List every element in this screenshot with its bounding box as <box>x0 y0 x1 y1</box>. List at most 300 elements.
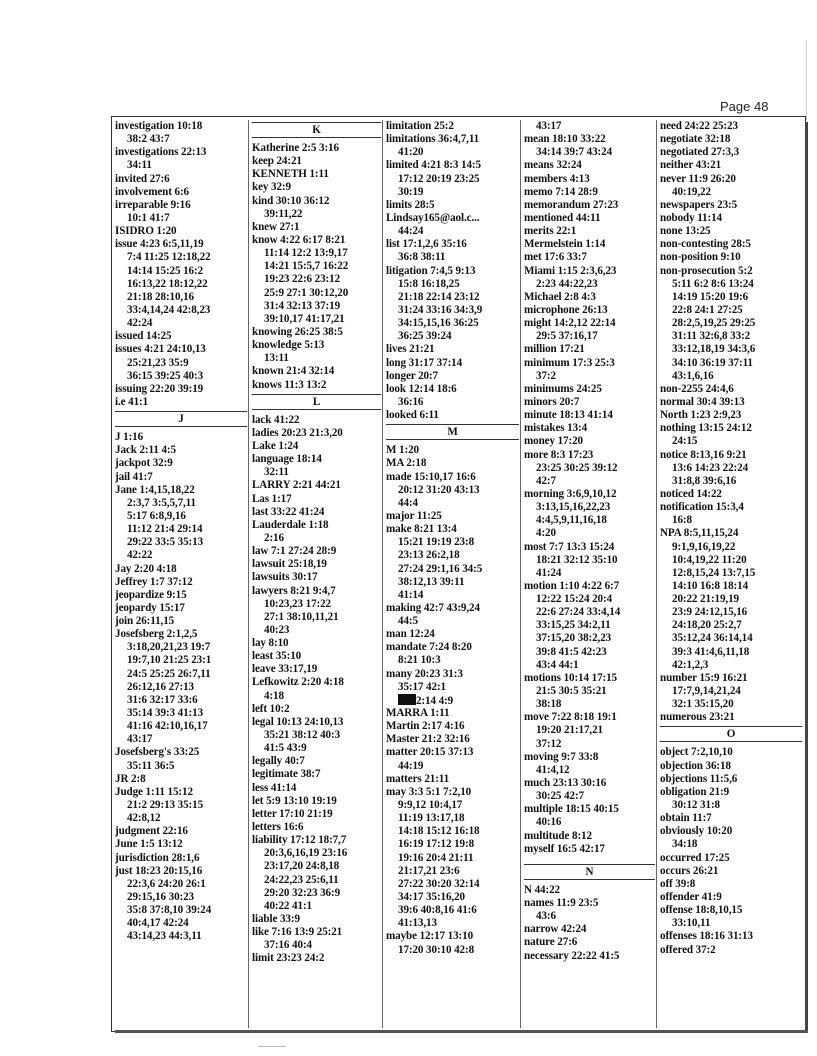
index-entry-continuation: 7:4 11:25 12:18,22 <box>127 251 211 264</box>
index-entry-continuation: 18:21 32:12 35:10 <box>536 553 618 566</box>
index-entry-continuation: 9:9,12 10:4,17 <box>398 799 463 812</box>
index-entry-continuation: 14:14 15:25 16:2 <box>127 264 204 277</box>
index-entry-continuation: 13:6 14:23 22:24 <box>672 461 749 474</box>
index-entry-continuation: 40:22 41:1 <box>264 899 312 912</box>
index-entry-continuation: 31:6 32:17 33:6 <box>127 693 198 706</box>
index-entry: many 20:23 31:3 <box>386 667 463 680</box>
index-entry: nobody 11:14 <box>660 211 722 224</box>
index-entry: non-position 9:10 <box>660 251 741 264</box>
index-entry-continuation: 40:23 <box>264 623 290 636</box>
index-entry: letters 16:6 <box>252 821 304 834</box>
index-entry: less 41:14 <box>252 781 297 794</box>
index-entry-continuation: 20:3,6,16,19 23:16 <box>264 847 348 860</box>
index-entry: major 11:25 <box>386 509 442 522</box>
index-entry: knowing 26:25 38:5 <box>252 325 343 338</box>
index-entry-continuation: 35:21 38:12 40:3 <box>264 729 341 742</box>
index-entry: letter 17:10 21:19 <box>252 807 333 820</box>
index-entry-continuation: 29:15,16 30:23 <box>127 891 195 904</box>
index-entry-continuation: 32:11 <box>264 466 289 479</box>
index-entry: non-contesting 28:5 <box>660 238 751 251</box>
index-entry: motions 10:14 17:15 <box>524 671 618 684</box>
index-entry-continuation: 35:14 39:3 41:13 <box>127 707 204 720</box>
index-entry: Lauderdale 1:18 <box>252 518 329 531</box>
index-entry: key 32:9 <box>252 181 291 194</box>
index-entry-continuation: 31:4 32:13 37:19 <box>264 299 341 312</box>
index-entry: lawyers 8:21 9:4,7 <box>252 584 336 597</box>
index-entry: judgment 22:16 <box>115 825 188 838</box>
index-entry: morning 3:6,9,10,12 <box>524 487 617 500</box>
index-entry: investigation 10:18 <box>115 120 203 132</box>
index-entry-continuation: 10:1 41:7 <box>127 211 170 224</box>
index-entry-continuation: 37:15,20 38:2,23 <box>536 632 612 645</box>
index-entry: invited 27:6 <box>115 172 170 185</box>
index-entry-continuation: 31:24 33:16 34:3,9 <box>398 303 483 316</box>
index-entry-continuation: 39:11,22 <box>264 207 303 220</box>
column-divider <box>656 120 657 1028</box>
index-entry: Mermelstein 1:14 <box>524 238 606 251</box>
index-entry: least 35:10 <box>252 650 302 663</box>
index-entry: made 15:10,17 16:6 <box>386 470 476 483</box>
index-entry: memo 7:14 28:9 <box>524 185 598 198</box>
index-entry: LARRY 2:21 44:21 <box>252 479 341 492</box>
index-entry: offenses 18:16 31:13 <box>660 930 753 943</box>
index-entry-continuation: 36:25 39:24 <box>398 330 452 343</box>
index-entry: M 1:20 <box>386 444 419 457</box>
index-entry: issues 4:21 24:10,13 <box>115 343 206 356</box>
index-entry: issued 14:25 <box>115 330 172 343</box>
index-entry-continuation: 5:17 6:8,9,16 <box>127 509 186 522</box>
index-entry: much 23:13 30:16 <box>524 777 607 790</box>
index-entry: negotiate 32:18 <box>660 133 731 146</box>
column-divider <box>248 120 249 1028</box>
index-entry: obligation 21:9 <box>660 785 730 798</box>
index-entry: limitations 36:4,7,11 <box>386 133 480 146</box>
index-entry-continuation: 43:4 44:1 <box>536 658 579 671</box>
index-column-3 <box>386 120 519 957</box>
index-entry: look 12:14 18:6 <box>386 382 457 395</box>
index-entry: legally 40:7 <box>252 755 305 768</box>
index-entry-continuation: 41:13,13 <box>398 917 437 930</box>
index-entry: may 3:3 5:1 7:2,10 <box>386 785 472 798</box>
index-entry: Judge 1:11 15:12 <box>115 785 193 798</box>
index-entry: NPA 8:5,11,15,24 <box>660 527 739 540</box>
index-entry: JR 2:8 <box>115 772 146 785</box>
index-entry-continuation: 17:20 30:10 42:8 <box>398 943 475 956</box>
frame-shadow-right <box>805 122 808 1032</box>
index-entry-continuation: 12:22 15:24 20:4 <box>536 593 613 606</box>
index-entry-continuation: 40:19,22 <box>672 185 711 198</box>
index-entry: Las 1:17 <box>252 492 292 505</box>
index-entry: ladies 20:23 21:3,20 <box>252 426 343 439</box>
index-entry: Lindsay165@aol.c... <box>386 211 480 224</box>
index-entry: legitimate 38:7 <box>252 768 321 781</box>
index-entry: obtain 11:7 <box>660 812 712 825</box>
index-entry: Jack 2:11 4:5 <box>115 444 176 457</box>
index-entry-continuation: 25:9 27:1 30:12,20 <box>264 286 349 299</box>
scan-edge-mark <box>806 40 807 120</box>
index-entry: ISIDRO 1:20 <box>115 225 177 238</box>
index-entry-continuation: 19:20 21:17,21 <box>536 724 604 737</box>
index-entry-continuation: 41:20 <box>398 146 424 159</box>
index-entry-continuation: 24:22,23 25:6,11 <box>264 873 339 886</box>
index-entry: notice 8:13,16 9:21 <box>660 448 747 461</box>
index-entry: like 7:16 13:9 25:21 <box>252 926 343 939</box>
index-entry: narrow 42:24 <box>524 923 587 936</box>
index-entry-continuation: 20:12 31:20 43:13 <box>398 483 480 496</box>
index-entry: merits 22:1 <box>524 225 577 238</box>
index-entry-continuation: 37:12 <box>536 737 562 750</box>
index-entry-continuation: 39:10,17 41:17,21 <box>264 312 345 325</box>
index-entry-continuation: 42:7 <box>536 474 556 487</box>
index-entry: involvement 6:6 <box>115 185 189 198</box>
index-entry: nothing 13:15 24:12 <box>660 422 752 435</box>
index-entry: mandate 7:24 8:20 <box>386 641 472 654</box>
index-entry: names 11:9 23:5 <box>524 897 599 910</box>
index-entry: J 1:16 <box>115 431 144 444</box>
index-entry-continuation: 21:2 29:13 35:15 <box>127 799 204 812</box>
index-entry: memorandum 27:23 <box>524 198 619 211</box>
index-entry: object 7:2,10,10 <box>660 746 733 759</box>
index-entry-continuation: 29:5 37:16,17 <box>536 330 598 343</box>
index-entry-continuation: 31:8,8 39:6,16 <box>672 474 737 487</box>
index-entry-continuation: 16:19 17:12 19:8 <box>398 838 475 851</box>
index-entry-continuation: 33:15,25 34:2,11 <box>536 619 611 632</box>
index-entry: limit 23:23 24:2 <box>252 952 325 965</box>
index-entry: long 31:17 37:14 <box>386 356 463 369</box>
index-entry: irreparable 9:16 <box>115 198 191 211</box>
index-entry-continuation: 19:23 22:6 23:12 <box>264 273 341 286</box>
index-entry: list 17:1,2,6 35:16 <box>386 238 467 251</box>
index-entry: leave 33:17,19 <box>252 663 318 676</box>
index-entry: minimums 24:25 <box>524 382 602 395</box>
index-entry: multiple 18:15 40:15 <box>524 803 619 816</box>
index-entry-continuation: 29:20 32:23 36:9 <box>264 886 341 899</box>
index-entry: language 18:14 <box>252 453 322 466</box>
index-entry: lawsuit 25:18,19 <box>252 558 327 571</box>
index-entry-continuation: 34:17 35:16,20 <box>398 891 466 904</box>
index-entry: minimum 17:3 25:3 <box>524 356 615 369</box>
index-entry: mistakes 13:4 <box>524 422 588 435</box>
index-entry-continuation: 11:12 21:4 29:14 <box>127 523 203 536</box>
index-entry: issuing 22:20 39:19 <box>115 382 204 395</box>
index-entry: off 39:8 <box>660 877 696 890</box>
index-entry: legal 10:13 24:10,13 <box>252 715 344 728</box>
index-entry-continuation: 21:5 30:5 35:21 <box>536 685 607 698</box>
index-entry-continuation: 24:15 <box>672 435 698 448</box>
index-entry: numerous 23:21 <box>660 711 735 724</box>
index-entry: KENNETH 1:11 <box>252 168 329 181</box>
index-entry: know 4:22 6:17 8:21 <box>252 233 346 246</box>
index-entry-continuation: 38:2 43:7 <box>127 133 170 146</box>
index-entry-continuation: 32:1 35:15,20 <box>672 698 734 711</box>
index-entry: i.e 41:1 <box>115 395 149 408</box>
index-entry-continuation: 23:13 26:2,18 <box>398 549 460 562</box>
index-entry: liability 17:12 18:7,7 <box>252 834 347 847</box>
index-entry-continuation: 8:21 10:3 <box>398 654 441 667</box>
index-entry: newspapers 23:5 <box>660 198 738 211</box>
index-entry-continuation: 42:8,12 <box>127 812 161 825</box>
index-entry: nature 27:6 <box>524 936 578 949</box>
index-entry-continuation: 41:24 <box>536 566 562 579</box>
index-column-1 <box>115 120 247 944</box>
index-entry: neither 43:21 <box>660 159 722 172</box>
index-entry: left 10:2 <box>252 702 290 715</box>
index-entry-continuation: 34:11 <box>127 159 152 172</box>
index-entry: liable 33:9 <box>252 913 300 926</box>
redaction-box <box>398 694 416 705</box>
index-entry-continuation: 2:23 44:22,23 <box>536 277 598 290</box>
index-entry-continuation: 39:8 41:5 42:23 <box>536 645 607 658</box>
index-entry: objection 36:18 <box>660 759 731 772</box>
index-entry-continuation: 36:16 <box>398 395 424 408</box>
index-entry-text: 2:14 4:9 <box>416 694 454 707</box>
index-entry-continuation: 22:3,6 24:20 26:1 <box>127 877 206 890</box>
index-column-2 <box>252 120 381 966</box>
index-entry-continuation: 29:22 33:5 35:13 <box>127 536 204 549</box>
index-entry-continuation: 33:4,14,24 42:8,23 <box>127 303 211 316</box>
index-entry-continuation: 23:25 30:25 39:12 <box>536 461 618 474</box>
index-entry-continuation: 22:8 24:1 27:25 <box>672 303 743 316</box>
index-entry-continuation: 38:12,13 39:11 <box>398 575 465 588</box>
index-entry-continuation: 13:11 <box>264 352 289 365</box>
index-entry-continuation: 40:16 <box>536 816 562 829</box>
index-entry-continuation: 34:18 <box>672 838 698 851</box>
index-entry: offender 41:9 <box>660 891 722 904</box>
index-entry-continuation: 44:24 <box>398 225 424 238</box>
index-entry-continuation: 41:16 42:10,16,17 <box>127 720 208 733</box>
index-entry: none 13:25 <box>660 225 711 238</box>
index-entry: make 8:21 13:4 <box>386 523 457 536</box>
index-entry-continuation: 36:15 39:25 40:3 <box>127 369 204 382</box>
index-entry: Lake 1:24 <box>252 439 299 452</box>
index-entry: lack 41:22 <box>252 413 300 426</box>
section-letter-heading: M <box>386 424 519 440</box>
index-entry: litigation 7:4,5 9:13 <box>386 264 476 277</box>
index-entry: Katherine 2:5 3:16 <box>252 142 339 154</box>
index-entry-continuation: 42:22 <box>127 549 153 562</box>
index-entry-continuation: 44:4 <box>398 496 418 509</box>
index-entry-continuation: 35:17 42:1 <box>398 680 446 693</box>
index-entry: issue 4:23 6:5,11,19 <box>115 238 204 251</box>
index-entry: keep 24:21 <box>252 155 302 168</box>
index-entry: lives 21:21 <box>386 343 435 356</box>
index-entry-continuation: 31:11 32:6,8 33:2 <box>672 330 751 343</box>
index-entry-continuation: 19:7,10 21:25 23:1 <box>127 654 212 667</box>
index-entry: notification 15:3,4 <box>660 501 744 514</box>
index-entry: investigations 22:13 <box>115 146 207 159</box>
index-entry: met 17:6 33:7 <box>524 251 587 264</box>
spacer <box>524 856 655 862</box>
index-entry-continuation: 39:6 40:8,16 41:6 <box>398 904 477 917</box>
index-entry-continuation: 11:19 13:17,18 <box>398 812 465 825</box>
index-entry-continuation: 17:12 20:19 23:25 <box>398 172 480 185</box>
index-entry: knew 27:1 <box>252 220 300 233</box>
index-entry: lawsuits 30:17 <box>252 571 318 584</box>
index-entry: might 14:2,12 22:14 <box>524 317 616 330</box>
section-letter-heading: O <box>660 726 802 742</box>
index-column-5 <box>660 120 802 957</box>
section-letter-heading: L <box>252 394 381 410</box>
index-entry-continuation: 40:4,17 42:24 <box>127 917 189 930</box>
index-entry-continuation: 33:10,11 <box>672 917 711 930</box>
index-entry: knows 11:3 13:2 <box>252 378 327 391</box>
index-entry: multitude 8:12 <box>524 829 592 842</box>
index-entry: Miami 1:15 2:3,6,23 <box>524 264 617 277</box>
index-entry-continuation: 43:17 <box>127 733 153 746</box>
index-entry: move 7:22 8:18 19:1 <box>524 711 617 724</box>
index-entry: moving 9:7 33:8 <box>524 750 599 763</box>
index-entry-continuation: 23:17,20 24:8,18 <box>264 860 340 873</box>
index-entry: kind 30:10 36:12 <box>252 194 330 207</box>
index-entry: limitation 25:2 <box>386 120 454 132</box>
index-entry-continuation: 3:13,15,16,22,23 <box>536 501 611 514</box>
index-entry-continuation: 24:5 25:25 26:7,11 <box>127 667 211 680</box>
index-entry-continuation: 14:10 16:8 18:14 <box>672 579 749 592</box>
index-entry: Jeffrey 1:7 37:12 <box>115 575 193 588</box>
index-entry: just 18:23 20:15,16 <box>115 864 203 877</box>
index-entry-continuation: 4:4,5,9,11,16,18 <box>536 514 607 527</box>
index-entry: maybe 12:17 13:10 <box>386 930 474 943</box>
index-entry-continuation: 4:20 <box>536 527 556 540</box>
index-entry: join 26:11,15 <box>115 615 175 628</box>
index-entry-continuation: 27:1 38:10,11,21 <box>264 610 339 623</box>
index-entry: jail 41:7 <box>115 470 153 483</box>
index-entry: let 5:9 13:10 19:19 <box>252 794 337 807</box>
index-entry-continuation: 19:16 20:4 21:11 <box>398 851 474 864</box>
index-entry: offense 18:8,10,15 <box>660 904 743 917</box>
index-entry-continuation: 43:17 <box>536 120 562 132</box>
index-entry: jeopardy 15:17 <box>115 601 185 614</box>
index-entry: limited 4:21 8:3 14:5 <box>386 159 481 172</box>
index-entry-continuation: 35:11 36:5 <box>127 759 175 772</box>
index-entry: negotiated 27:3,3 <box>660 146 740 159</box>
index-entry-continuation: 11:14 12:2 13:9,17 <box>264 247 348 260</box>
index-entry-continuation: 35:8 37:8,10 39:24 <box>127 904 212 917</box>
index-entry-continuation: 2:3,7 3:5,5,7,11 <box>127 496 196 509</box>
index-column-4 <box>524 120 655 963</box>
index-entry-continuation: 16:13,22 18:12,22 <box>127 277 208 290</box>
index-entry: never 11:9 26:20 <box>660 172 736 185</box>
index-entry-continuation: 43:1,6,16 <box>672 369 714 382</box>
index-entry: MA 2:18 <box>386 457 427 470</box>
index-entry: Josefsberg 2:1,2,5 <box>115 628 198 641</box>
index-entry-continuation: 15:8 16:18,25 <box>398 277 460 290</box>
index-entry-continuation: 21:18 22:14 23:12 <box>398 290 480 303</box>
index-entry: man 12:24 <box>386 628 435 641</box>
index-entry-continuation: 27:22 30:20 32:14 <box>398 877 480 890</box>
index-entry: known 21:4 32:14 <box>252 365 335 378</box>
index-entry: N 44:22 <box>524 883 560 896</box>
index-entry: Master 21:2 32:16 <box>386 733 470 746</box>
index-entry: most 7:7 13:3 15:24 <box>524 540 615 553</box>
index-entry: need 24:22 25:23 <box>660 120 738 132</box>
index-entry-continuation: 28:2,5,19,25 29:25 <box>672 317 756 330</box>
index-entry-continuation: 26:12,16 27:13 <box>127 680 195 693</box>
index-entry: number 15:9 16:21 <box>660 671 748 684</box>
index-entry-continuation: 3:18,20,21,23 19:7 <box>127 641 211 654</box>
index-entry-continuation: 14:19 15:20 19:6 <box>672 290 749 303</box>
index-entry: necessary 22:22 41:5 <box>524 949 620 962</box>
index-entry-continuation: 21:18 28:10,16 <box>127 290 195 303</box>
index-entry: jackpot 32:9 <box>115 457 173 470</box>
page-number: Page 48 <box>720 99 769 114</box>
index-entry-continuation: 27:24 29:1,16 34:5 <box>398 562 483 575</box>
index-entry-continuation: 34:14 39:7 43:24 <box>536 146 613 159</box>
index-entry-continuation: 5:11 6:2 8:6 13:24 <box>672 277 754 290</box>
column-divider <box>520 120 521 1028</box>
index-entry-continuation: 35:12,24 36:14,14 <box>672 632 753 645</box>
index-entry: Jane 1:4,15,18,22 <box>115 483 195 496</box>
index-entry-continuation: 44:19 <box>398 759 424 772</box>
index-entry-continuation: 10:23,23 17:22 <box>264 597 332 610</box>
index-entry-continuation: 33:12,18,19 34:3,6 <box>672 343 756 356</box>
index-entry-continuation: 37:16 40:4 <box>264 939 312 952</box>
section-letter-heading: N <box>524 864 655 880</box>
index-entry-continuation: 20:22 21:19,19 <box>672 593 740 606</box>
index-entry: June 1:5 13:12 <box>115 838 183 851</box>
index-entry-continuation: 9:1,9,16,19,22 <box>672 540 736 553</box>
index-entry: objections 11:5,6 <box>660 772 738 785</box>
index-entry-continuation: 10:4,19,22 11:20 <box>672 553 747 566</box>
index-entry-continuation: 15:21 19:19 23:8 <box>398 536 475 549</box>
column-divider <box>382 120 383 1028</box>
index-entry: myself 16:5 42:17 <box>524 842 605 855</box>
index-entry: microphone 26:13 <box>524 303 608 316</box>
index-entry-continuation: 25:21,23 35:9 <box>127 356 189 369</box>
index-entry: occurs 26:21 <box>660 864 719 877</box>
index-entry-continuation: 34:10 36:19 37:11 <box>672 356 753 369</box>
index-entry-continuation: 14:21 15:5,7 16:22 <box>264 260 349 273</box>
index-entry: normal 30:4 39:13 <box>660 395 745 408</box>
index-entry: making 42:7 43:9,24 <box>386 601 480 614</box>
index-entry-continuation: 30:12 31:8 <box>672 799 720 812</box>
index-entry: Lefkowitz 2:20 4:18 <box>252 676 344 689</box>
index-entry-continuation: 16:8 <box>672 514 692 527</box>
index-entry: last 33:22 41:24 <box>252 505 325 518</box>
index-entry-continuation: 2:16 <box>264 531 284 544</box>
index-entry-continuation: 38:18 <box>536 698 562 711</box>
index-entry: offered 37:2 <box>660 943 716 956</box>
section-letter-heading: K <box>252 122 381 138</box>
index-entry: Jay 2:20 4:18 <box>115 562 177 575</box>
index-entry: mean 18:10 33:22 <box>524 133 606 146</box>
index-entry-continuation: 41:5 43:9 <box>264 742 307 755</box>
index-entry: North 1:23 2:9,23 <box>660 409 742 422</box>
index-entry-continuation: 4:18 <box>264 689 284 702</box>
index-entry: Martin 2:17 4:16 <box>386 720 465 733</box>
index-entry-continuation: 24:18,20 25:2,7 <box>672 619 742 632</box>
index-entry: looked 6:11 <box>386 409 439 422</box>
index-entry: Josefsberg's 33:25 <box>115 746 200 759</box>
index-entry: motion 1:10 4:22 6:7 <box>524 579 620 592</box>
index-entry: members 4:13 <box>524 172 590 185</box>
index-entry: more 8:3 17:23 <box>524 448 594 461</box>
index-entry-continuation: 37:2 <box>536 369 556 382</box>
index-entry-continuation: 43:6 <box>536 910 556 923</box>
index-entry-continuation: 34:15,15,16 36:25 <box>398 317 479 330</box>
index-entry-continuation: 22:6 27:24 33:4,14 <box>536 606 621 619</box>
index-entry: million 17:21 <box>524 343 585 356</box>
index-entry: matters 21:11 <box>386 772 450 785</box>
index-entry: law 7:1 27:24 28:9 <box>252 545 337 558</box>
index-entry: knowledge 5:13 <box>252 339 325 352</box>
index-entry-continuation: 44:5 <box>398 615 418 628</box>
index-entry: money 17:20 <box>524 435 583 448</box>
index-entry: limits 28:5 <box>386 198 435 211</box>
index-entry: non-prosecution 5:2 <box>660 264 753 277</box>
index-entry-continuation: 21:17,21 23:6 <box>398 864 460 877</box>
index-entry-continuation: 36:8 38:11 <box>398 251 446 264</box>
